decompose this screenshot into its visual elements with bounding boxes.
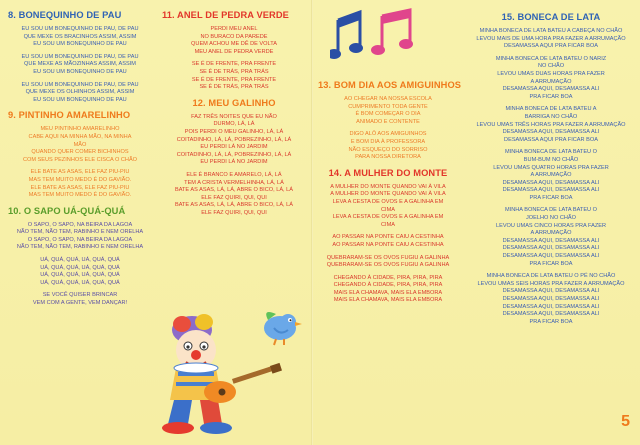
lyric-line: NÃO TEM, NÃO TEM, RABINHO E NEM ORELHA <box>16 229 144 236</box>
song-lyrics-12 <box>162 114 306 218</box>
lyric-line: MAIS ELA CHAMAVA, MAIS ELA EMBORA <box>333 297 443 304</box>
lyric-line: ELE FAZ QUIRI, QUI, QUI <box>201 194 267 201</box>
lyric-line: UÁ, QUÁ, QUÁ, UÁ, QUÁ, QUÁ <box>40 279 120 286</box>
lyric-line: EU PERDI LÁ NO JARDIM <box>200 159 268 166</box>
lyric-line: BARRIGA NO CHÃO <box>524 113 578 120</box>
lyric-line: DESAMASSA AQUI, DESAMASSA ALI <box>502 86 600 93</box>
lyric-line: O SAPO, O SAPO, NA BEIRA DA LAGOA <box>27 221 133 228</box>
lyric-line: EU SOU UM BONEQUINHO DE PAU, DE PAU <box>21 81 139 88</box>
lyric-line: CIMA <box>381 221 395 228</box>
lyric-line: CUMPRIMENTO TODA GENTE <box>348 103 428 110</box>
lyric-line: PRA FICAR BOA <box>529 318 573 325</box>
lyric-line: LEVA A CESTA DE OVOS E A GALINHA EM <box>332 214 444 221</box>
song-title-14: 14. A MULHER DO MONTE <box>328 167 448 178</box>
lyric-line: NÃO ESQUEÇO DO SORRISO <box>348 146 428 153</box>
lyric-line: SE É DE TRÁS, PRA TRÁS <box>199 84 269 91</box>
song-title-15: 15. BONECA DE LATA <box>501 12 601 22</box>
lyric-line: MINHA BONECA DE LATA BATEU O <box>504 149 597 156</box>
lyric-line: SE É DE FRENTE, PRA FRENTE <box>191 76 277 83</box>
lyric-line: COM SEUS PEZINHOS ELE CISCA O CHÃO <box>22 156 138 163</box>
lyric-line: UÁ, QUÁ, QUÁ, UÁ, QUÁ, QUÁ <box>40 257 120 264</box>
lyric-line: DESAMASSA AQUI, DESAMASSA ALI <box>502 237 600 244</box>
lyric-line: MAIS ELA CHAMAVA, MAIS ELA EMBORA <box>333 289 443 296</box>
lyric-line: CHEGANDO À CIDADE, PIRA, PIRA, PIRA <box>333 282 443 289</box>
lyric-line: DESAMASSA AQUI, DESAMASSA ALI <box>502 253 600 260</box>
lyric-line: MAS TEM MUITO MEDO É DO GAVIÃO. <box>28 176 132 183</box>
song-lyrics-15 <box>468 28 634 326</box>
lyric-line: ELE BATE AS ASAS, ELE FAZ PIU-PIU <box>30 184 130 191</box>
song-lyrics-10 <box>8 222 152 308</box>
lyric-line: DESAMASSA AQUI PRA FICAR BOA <box>504 43 598 50</box>
lyric-line: MAS TEM MUITO MEDO É DO GAVIÃO. <box>28 192 132 199</box>
lyric-line: SE É DE FRENTE, PRA FRENTE <box>191 61 277 68</box>
lyric-line: BATE AS ASAS, LÁ, LÁ, ABRE O BICO, LÁ, LÁ <box>174 187 294 194</box>
lyric-line: CIMA <box>381 206 395 213</box>
lyric-line: DESAMASSA AQUI, DESAMASSA ALI <box>502 296 600 302</box>
lyric-line: MEU ANEL DE PEDRA VERDE <box>194 48 274 55</box>
song-title-11: 11. ANEL DE PEDRA VERDE <box>162 10 289 20</box>
lyric-line: ELE BATE AS ASAS, ELE FAZ PIU-PIU <box>30 169 130 176</box>
lyric-line: NO CHÃO <box>537 63 565 70</box>
lyric-line: NO BURACO DA PAREDE <box>200 33 268 40</box>
bird-icon <box>258 306 304 346</box>
column-4 <box>464 0 640 445</box>
lyric-line: DESAMASSA AQUI, DESAMASSA ALI <box>502 288 600 295</box>
lyric-line: AO PASSAR NA PONTE CAIU A CESTINHA <box>332 234 444 241</box>
lyric-line: CABE AQUI NA MINHA MÃO, NA MINHA <box>28 133 132 140</box>
lyric-line: A MULHER DO MONTE QUANDO VAI À VILA <box>330 183 446 190</box>
lyric-line: LEVOU UMAS SEIS HORAS PRA FAZER A ARRUMAÇÃO <box>477 280 625 287</box>
lyric-line: E BOM DIA À PROFESSORA <box>350 138 426 145</box>
lyric-line: VEM COM A GENTE, VEM DANÇAR! <box>32 300 128 307</box>
lyric-line: DESAMASSA AQUI, DESAMASSA ALI <box>502 187 600 194</box>
lyric-line: AO CHEGAR NA NOSSA ESCOLA <box>344 96 432 102</box>
song-title-10: 10. O SAPO UÁ-QUÁ-QUÁ <box>8 205 126 216</box>
song-title-8: 8. BONEQUINHO DE PAU <box>8 10 122 20</box>
lyric-line: SE VOCÊ QUISER BRINCAR <box>42 292 118 299</box>
lyric-line: DESAMASSA AQUI, DESAMASSA ALI <box>502 179 600 186</box>
lyric-line: QUE MEXE OS BRACINHOS ASSIM, ASSIM <box>23 33 137 40</box>
lyric-line: DESAMASSA AQUI PRA FICAR BOA <box>504 136 598 143</box>
lyric-line: EU SOU UM BONEQUINHO DE PAU <box>33 96 127 103</box>
song-title-9: 9. PINTINHO AMARELINHO <box>8 110 131 121</box>
lyric-line: DESAMASSA AQUI, DESAMASSA ALI <box>502 129 600 136</box>
song-lyrics-9 <box>8 126 152 199</box>
lyric-line: É BOM COMEÇAR O DIA <box>355 111 421 118</box>
lyric-line: A ARRUMAÇÃO <box>530 78 572 85</box>
lyric-line: SE É DE TRÁS, PRA TRÁS <box>199 68 269 75</box>
lyric-line: PRA FICAR BOA <box>529 260 573 267</box>
lyric-line: DURMO, LÁ, LÁ <box>213 121 255 128</box>
lyric-line: MINHA BONECA DE LATA BATEU A CABEÇA NO CHÃO <box>479 28 623 34</box>
lyric-line: COITADINHO, LÁ, LÁ, POBREZINHO, LÁ, LÁ <box>176 136 292 143</box>
lyric-line: A ARRUMAÇÃO <box>530 230 572 237</box>
lyric-line: DESAMASSA AQUI, DESAMASSA ALI <box>502 311 600 318</box>
lyric-line: PERDI MEU ANEL <box>210 26 258 32</box>
lyric-line: QUEM ACHOU ME DÊ DE VOLTA <box>191 41 277 48</box>
song-lyrics-11 <box>162 26 306 92</box>
lyric-line: ELE FAZ QUIRI, QUI, QUI <box>201 209 267 216</box>
lyric-line: LEVOU UMAS QUATRO HORAS PRA FAZER <box>493 164 609 171</box>
lyric-line: FAZ TRÊS NOITES QUE EU NÃO <box>191 113 277 120</box>
lyric-line: QUEBRARAM-SE OS OVOS FUGIU A GALINHA <box>326 262 450 269</box>
lyric-line: QUEBRARAM-SE OS OVOS FUGIU A GALINHA <box>326 254 450 261</box>
lyric-line: LEVOU UMAS DUAS HORAS PRA FAZER <box>497 70 605 77</box>
lyric-line: LEVOU UMAS TRÊS HORAS PRA FAZER A ARRUMAÇÃO <box>476 121 626 128</box>
lyric-line: EU SOU UM BONEQUINHO DE PAU, DE PAU <box>21 26 139 32</box>
song-lyrics-14 <box>318 184 458 305</box>
lyric-line: QUE MEXE AS MÃOZINHAS ASSIM, ASSIM <box>24 61 136 68</box>
lyric-line: LEVOU MAIS DE UMA HORA PRA FAZER A ARRUMAÇÃO <box>476 35 626 42</box>
lyric-line: CHEGANDO À CIDADE, PIRA, PIRA, PIRA <box>333 274 443 281</box>
lyric-line: QUANDO QUER COMER BICHINHOS <box>31 149 129 156</box>
lyric-line: TEM A CRISTA VERMELHINHA, LÁ, LÁ <box>184 179 284 186</box>
lyric-line: MÃO <box>73 141 87 148</box>
lyric-line: DESAMASSA AQUI, DESAMASSA ALI <box>502 303 600 310</box>
lyric-line: A ARRUMAÇÃO <box>530 172 572 179</box>
lyric-line: QUE MEXE OS OLHINHOS ASSIM, ASSIM <box>25 89 135 96</box>
lyric-line: MINHA BONECA DE LATA BATEU A <box>505 106 597 113</box>
lyric-line: COITADINHO, LÁ, LÁ, POBREZINHO, LÁ, LÁ <box>176 151 292 158</box>
column-3 <box>312 0 462 445</box>
lyric-line: JOELHO NO CHÃO <box>525 215 577 222</box>
lyric-line: MINHA BONECA DE LATA BATEU O NARIZ <box>495 55 607 62</box>
lyric-line: LEVA A CESTA DE OVOS E A GALINHA EM <box>332 198 444 205</box>
lyric-line: POIS PERDI O MEU GALINHO, LÁ, LÁ <box>184 128 284 135</box>
lyric-line: O SAPO, O SAPO, NA BEIRA DA LAGOA <box>27 236 133 243</box>
lyric-line: A MULHER DO MONTE QUANDO VAI À VILA <box>330 191 446 198</box>
lyric-line: PRA FICAR BOA <box>529 93 573 100</box>
song-lyrics-8 <box>8 26 152 104</box>
page-number: 5 <box>621 413 630 430</box>
lyric-line: AO PASSAR NA PONTE CAIU A CESTINHA <box>332 241 444 248</box>
lyric-line: NÃO TEM, NÃO TEM, RABINHO E NEM ORELHA <box>16 244 144 251</box>
lyric-line: PRA FICAR BOA <box>529 194 573 201</box>
lyric-line: UÁ, QUÁ, QUÁ, UÁ, QUÁ, QUÁ <box>40 272 120 279</box>
lyric-line: DESAMASSA AQUI, DESAMASSA ALI <box>502 245 600 252</box>
lyric-line: BUM-BUM NO CHÃO <box>523 156 579 163</box>
lyric-line: EU PERDI LÁ NO JARDIM <box>200 144 268 151</box>
lyric-line: ANIMADO E CONTENTE <box>356 118 420 125</box>
lyric-line: MINHA BONECA DE LATA BATEU O PÉ NO CHÃO <box>486 273 616 280</box>
lyric-line: EU SOU UM BONEQUINHO DE PAU <box>33 41 127 48</box>
lyric-line: ELE É BRANCO E AMARELO, LÁ, LÁ <box>186 171 282 178</box>
song-title-12: 12. MEU GALINHO <box>192 97 276 108</box>
lyric-line: MINHA BONECA DE LATA BATEU O <box>504 207 597 214</box>
lyric-line: UÁ, QUÁ, QUÁ, UÁ, QUÁ, QUÁ <box>40 264 120 271</box>
song-title-13: 13. BOM DIA AOS AMIGUINHOS <box>318 80 462 90</box>
lyric-line: EU SOU UM BONEQUINHO DE PAU, DE PAU <box>21 53 139 60</box>
lyric-line: LEVOU UMAS CINCO HORAS PRA FAZER <box>495 222 607 229</box>
lyric-line: MEU PINTINHO AMARELINHO <box>40 126 120 133</box>
song-lyrics-13 <box>318 96 458 162</box>
lyric-line: PARA NOSSA DIRETORA <box>355 154 421 161</box>
lyric-line: DIGO ALÔ AOS AMIGUINHOS <box>349 131 427 138</box>
column-1 <box>0 0 158 445</box>
lyric-line: EU SOU UM BONEQUINHO DE PAU <box>33 68 127 75</box>
lyric-line: BATE AS ASAS, LÁ, LÁ, ABRE O BICO, LÁ, LÁ <box>174 202 294 209</box>
